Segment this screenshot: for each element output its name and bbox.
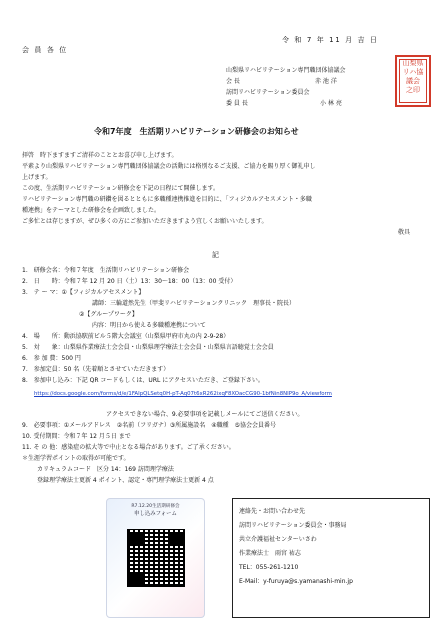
contact-committee: 訪問リハビリテーション委員会・事務局 — [239, 522, 347, 529]
contact-phone: TEL：055-261-1210 — [239, 564, 299, 571]
contact-facility: 共立介護福祉センターいさわ — [239, 536, 317, 543]
qr-card-caption: R7.12.20生活期研修会 — [131, 504, 180, 509]
list-item: 5. 対 象：山梨県作業療法士会会員・山梨県理学療法士会会員・山梨県言語聴覚士会会員 — [22, 344, 274, 351]
sender-committee: 訪問リハビリテーション委員会 — [226, 89, 310, 96]
sender-chair-role: 会 長 — [226, 78, 240, 85]
list-item: 講師：三輪道然先生（甲斐リハビリテーションクリニック 理事長・院長） — [92, 300, 295, 307]
body-line: ご多忙とは存じますが、ぜひ多くの方にご参加いただきますよう宜しくお願いいたします。 — [22, 218, 268, 225]
contact-email[interactable]: E-Mail：y-furuya@s.yamanashi-min.jp — [239, 578, 353, 585]
list-item: ＊生涯学習ポイントの取得が可能です。 — [22, 455, 130, 462]
sender-chair-name: 赤 池 洋 — [315, 78, 337, 85]
document-title: 令和7年度 生活期リハビリテーション研修会のお知らせ — [94, 127, 299, 136]
list-item: 9. 必要事項：①メールアドレス ②名前（フリガナ）③所属施設名 ④職種 ⑤協会会員番号 — [22, 422, 277, 429]
sender-committee-head-role: 委 員 長 — [226, 100, 248, 107]
list-item: 11. そ の 他：感染症の拡大等で中止となる場合があります。ご了承ください。 — [22, 444, 235, 451]
body-line: リハビリテーション専門職の研鑽を図るとともに多職種連携推進を目的に、「フィジカルアセスメント・多職 — [22, 196, 312, 203]
list-item: 7. 参加定員：50 名（先着順とさせていただきます） — [22, 366, 170, 373]
addressee: 会 員 各 位 — [22, 46, 68, 54]
sender-committee-head-name: 小 林 亮 — [320, 100, 342, 107]
body-line: 平素より山梨県リハビリテーション専門職団体協議会の活動には格別なるご支援、ご協力を賜り厚く御礼申し — [22, 163, 316, 170]
list-item: 10. 受付期間：令和７年 12 月５日 まで — [22, 433, 131, 440]
registration-form-link[interactable]: https://docs.google.com/forms/d/e/1FAIpQLSetq0H-pT-Aq07t6xR262ixqF8XOacCG90-1bfNin8NIP9o_A/viewform — [34, 391, 332, 397]
qr-card-subtitle: 申し込みフォーム — [134, 511, 177, 517]
sender-org: 山梨県リハビリテーション専門職団体協議会 — [226, 67, 346, 74]
contact-person: 作業療法士 雨宮 祐志 — [239, 550, 301, 557]
list-item: 4. 場 所：動浜協駅前ビル５階大会議室（山梨県甲府市丸の内 2-9-28） — [22, 333, 230, 340]
list-item: カリキュラムコード 区分 14：169 訪問理学療法 — [37, 466, 174, 473]
list-item: 6. 参 加 費：500 円 — [22, 355, 81, 362]
registration-qr-code[interactable] — [127, 529, 185, 587]
qr-code-card — [106, 498, 205, 618]
list-item: ②【グループワーク】 — [79, 311, 138, 318]
contact-heading: 連絡先・お問い合わせ先 — [239, 508, 306, 515]
closing-word: 敬具 — [398, 229, 411, 236]
list-item: 8. 参加申し込み：下記 QR コードもしくは、URL にアクセスいただき、ご登録下さい。 — [22, 377, 264, 384]
body-line: 上げます。 — [22, 174, 52, 181]
body-line: この度、生活期リハビリテーション研修会を下記の日程にて開催します。 — [22, 185, 219, 192]
ki-heading: 記 — [212, 251, 219, 259]
list-item: 登録理学療法士更新 4 ポイント、認定・専門理学療法士更新 4 点 — [37, 477, 214, 484]
list-item: 2. 日 時：令和７年 12 月 20 日（土）13：30～18：00（13：00 受付） — [22, 278, 237, 285]
list-item: 内容：明日から使える多職種連携について — [92, 322, 206, 329]
list-item: アクセスできない場合、9.必要事項を記載しメールにてご送信ください。 — [106, 411, 304, 418]
contact-box — [232, 498, 430, 618]
list-item: 1. 研修会名：令和７年度 生活期リハビリテーション研修会 — [22, 267, 190, 274]
body-line: 種連携」をテーマとした研修会を企画致しました。 — [22, 207, 161, 214]
list-item: 3. テ ー マ：①【フィジカルアセスメント】 — [22, 289, 145, 296]
issue-date: 令 和 7 年 11 月 吉 日 — [282, 36, 379, 44]
body-line: 拝啓 時下ますますご清祥のこととお喜び申し上げます。 — [22, 152, 178, 159]
organization-seal-stamp: 山梨県 リハ協 議会 之印 — [395, 55, 431, 107]
